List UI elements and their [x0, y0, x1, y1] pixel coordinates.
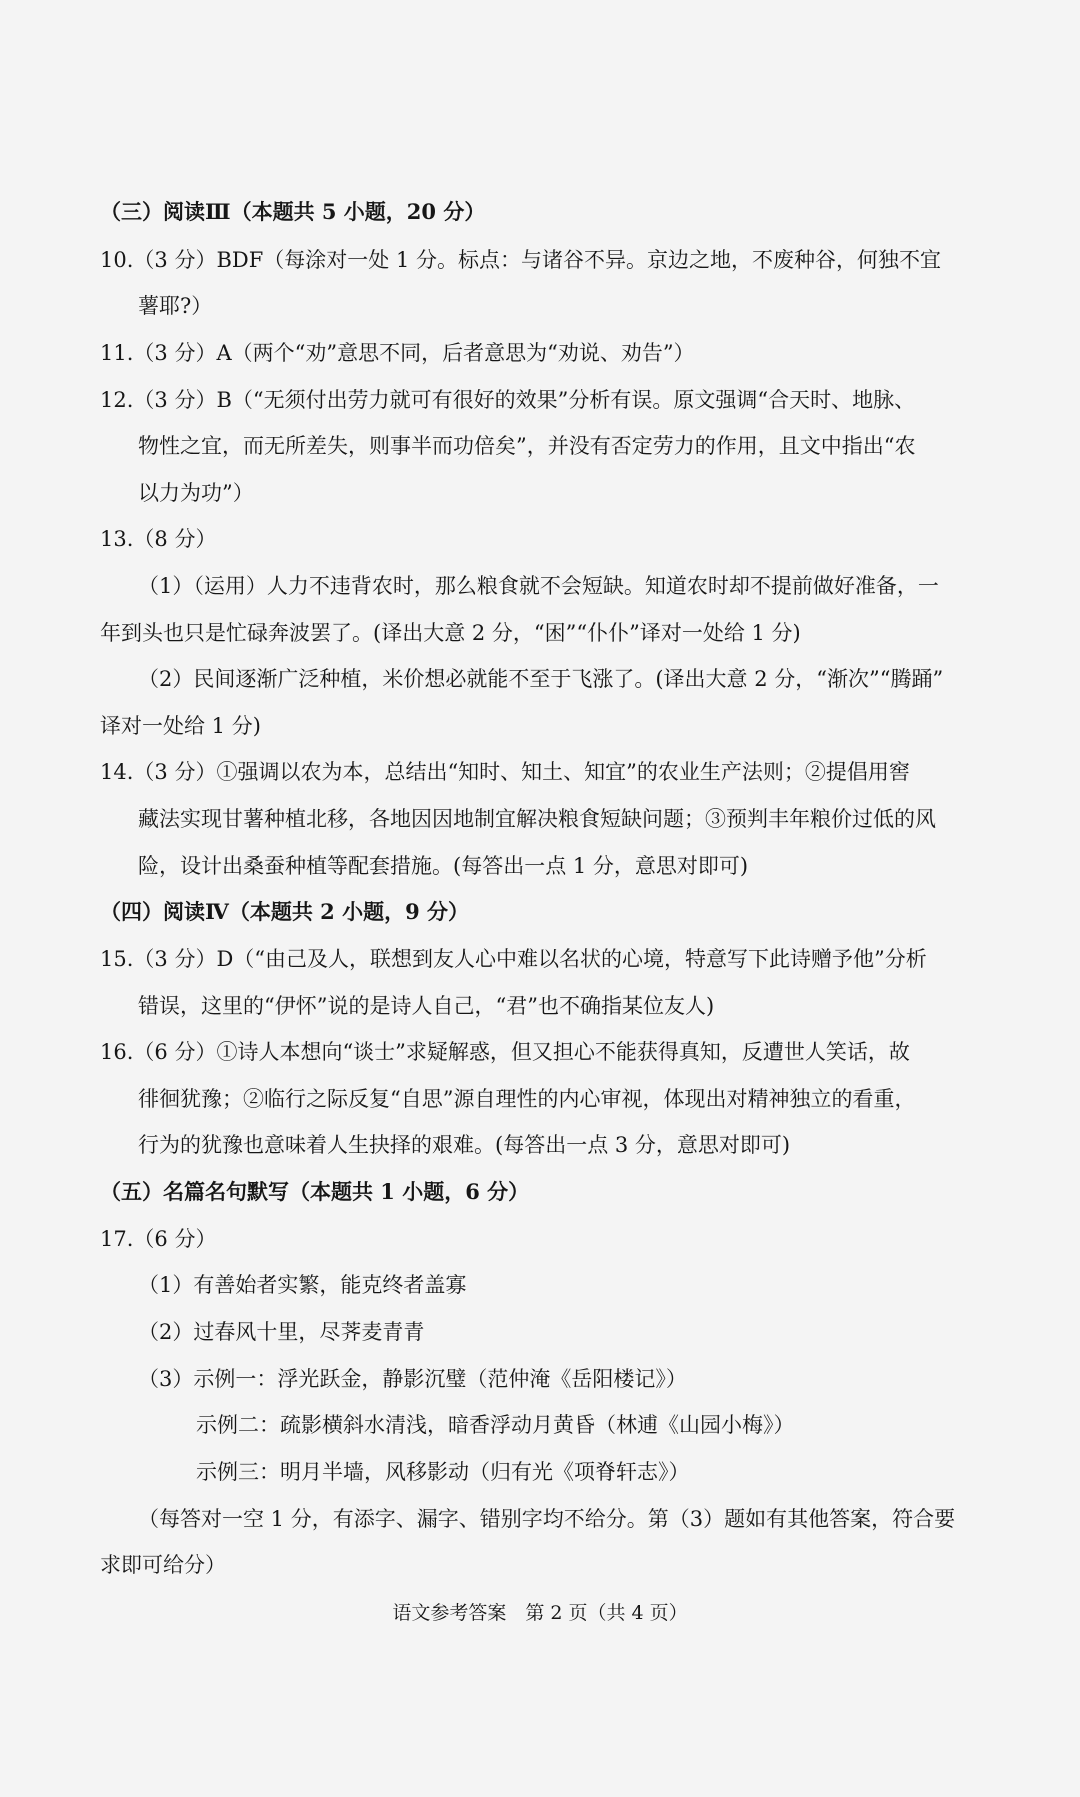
- q12-number: 12.: [100, 388, 134, 412]
- q12-line-2: 物性之宜，而无所差失，则事半而功倍矣”，并没有否定劳力的作用，且文中指出“农: [138, 434, 916, 458]
- q14-number: 14.: [100, 760, 134, 784]
- section-heading-5: （五）名篇名句默写（本题共 1 小题，6 分）: [100, 1179, 530, 1204]
- q16-text-1: （6 分）①诗人本想向“谈士”求疑解惑，但又担心不能获得真知，反遭世人笑话，故: [133, 1040, 910, 1064]
- q16-line-2: 徘徊犹豫；②临行之际反复“自思”源自理性的内心审视，体现出对精神独立的看重，: [138, 1087, 916, 1111]
- q14-line-3: 险，设计出桑蚕种植等配套措施。(每答出一点 1 分，意思对即可): [138, 854, 749, 878]
- q13-text-1: （8 分）: [133, 527, 217, 551]
- q13-part2-line-2: 译对一处给 1 分): [100, 714, 261, 738]
- q17-answer-3-example-1: （3）示例一：浮光跃金，静影沉璧（范仲淹《岳阳楼记》）: [138, 1367, 687, 1391]
- q11-line-1: [100, 337, 695, 367]
- q17-answer-2: （2）过春风十里，尽荠麦青青: [138, 1320, 425, 1344]
- q17-number: 17.: [100, 1227, 134, 1251]
- q17-line-1: [100, 1223, 216, 1253]
- q17-answer-3-example-2: 示例二：疏影横斜水清浅，暗香浮动月黄昏（林逋《山园小梅》）: [196, 1413, 795, 1437]
- q15-text-1: （3 分）D（“由己及人，联想到友人心中难以名状的心境，特意写下此诗赠予他”分析: [133, 947, 927, 971]
- q10-text-1: （3 分）BDF（每涂对一处 1 分。标点：与诸谷不异。京边之地，不废种谷，何独不宜: [133, 248, 941, 272]
- q14-text-1: （3 分）①强调以农为本，总结出“知时、知土、知宜”的农业生产法则；②提倡用窖: [133, 760, 910, 784]
- q15-line-1: [100, 943, 927, 973]
- q13-part1-line-1: （1）（运用）人力不违背农时，那么粮食就不会短缺。知道农时却不提前做好准备，一: [138, 574, 939, 598]
- q10-line-1: [100, 244, 941, 274]
- q17-note-line-1: （每答对一空 1 分，有添字、漏字、错别字均不给分。第（3）题如有其他答案，符合要: [138, 1507, 956, 1531]
- q10-line-2: 薯耶?）: [138, 294, 213, 318]
- q13-part2-line-1: （2）民间逐渐广泛种植，米价想必就能不至于飞涨了。(译出大意 2 分，“渐次”“腾踊”: [138, 667, 944, 691]
- q12-line-1: [100, 384, 915, 414]
- q16-number: 16.: [100, 1040, 134, 1064]
- q17-answer-1: （1）有善始者实繁，能克终者盖寡: [138, 1273, 467, 1297]
- q15-line-2: 错误，这里的“伊怀”说的是诗人自己，“君”也不确指某位友人): [138, 994, 715, 1018]
- q11-text-1: （3 分）A（两个“劝”意思不同，后者意思为“劝说、劝告”）: [133, 341, 695, 365]
- q12-text-1: （3 分）B（“无须付出劳力就可有很好的效果”分析有误。原文强调“合天时、地脉、: [133, 388, 916, 412]
- q14-line-1: [100, 756, 910, 786]
- q13-number: 13.: [100, 527, 134, 551]
- q14-line-2: 藏法实现甘薯种植北移，各地因因地制宜解决粮食短缺问题；③预判丰年粮价过低的风: [138, 807, 936, 831]
- q16-line-3: 行为的犹豫也意味着人生抉择的艰难。(每答出一点 3 分，意思对即可): [138, 1133, 791, 1157]
- q12-line-3: 以力为功”）: [138, 481, 254, 505]
- q17-text-1: （6 分）: [133, 1227, 217, 1251]
- q16-line-1: [100, 1036, 910, 1066]
- section-heading-4: （四）阅读Ⅳ（本题共 2 小题，9 分）: [100, 899, 469, 924]
- q13-part1-line-2: 年到头也只是忙碌奔波罢了。(译出大意 2 分，“困”“仆仆”译对一处给 1 分): [100, 621, 801, 645]
- q10-number: 10.: [100, 248, 134, 272]
- q17-answer-3-example-3: 示例三：明月半墙，风移影动（归有光《项脊轩志》）: [196, 1460, 690, 1484]
- q17-note-line-2: 求即可给分）: [100, 1553, 226, 1577]
- section-heading-3: （三）阅读Ⅲ（本题共 5 小题，20 分）: [100, 199, 486, 224]
- q15-number: 15.: [100, 947, 134, 971]
- q13-line-1: [100, 523, 216, 553]
- q11-number: 11.: [100, 341, 134, 365]
- page-footer: 语文参考答案 第 2 页（共 4 页）: [392, 1602, 688, 1624]
